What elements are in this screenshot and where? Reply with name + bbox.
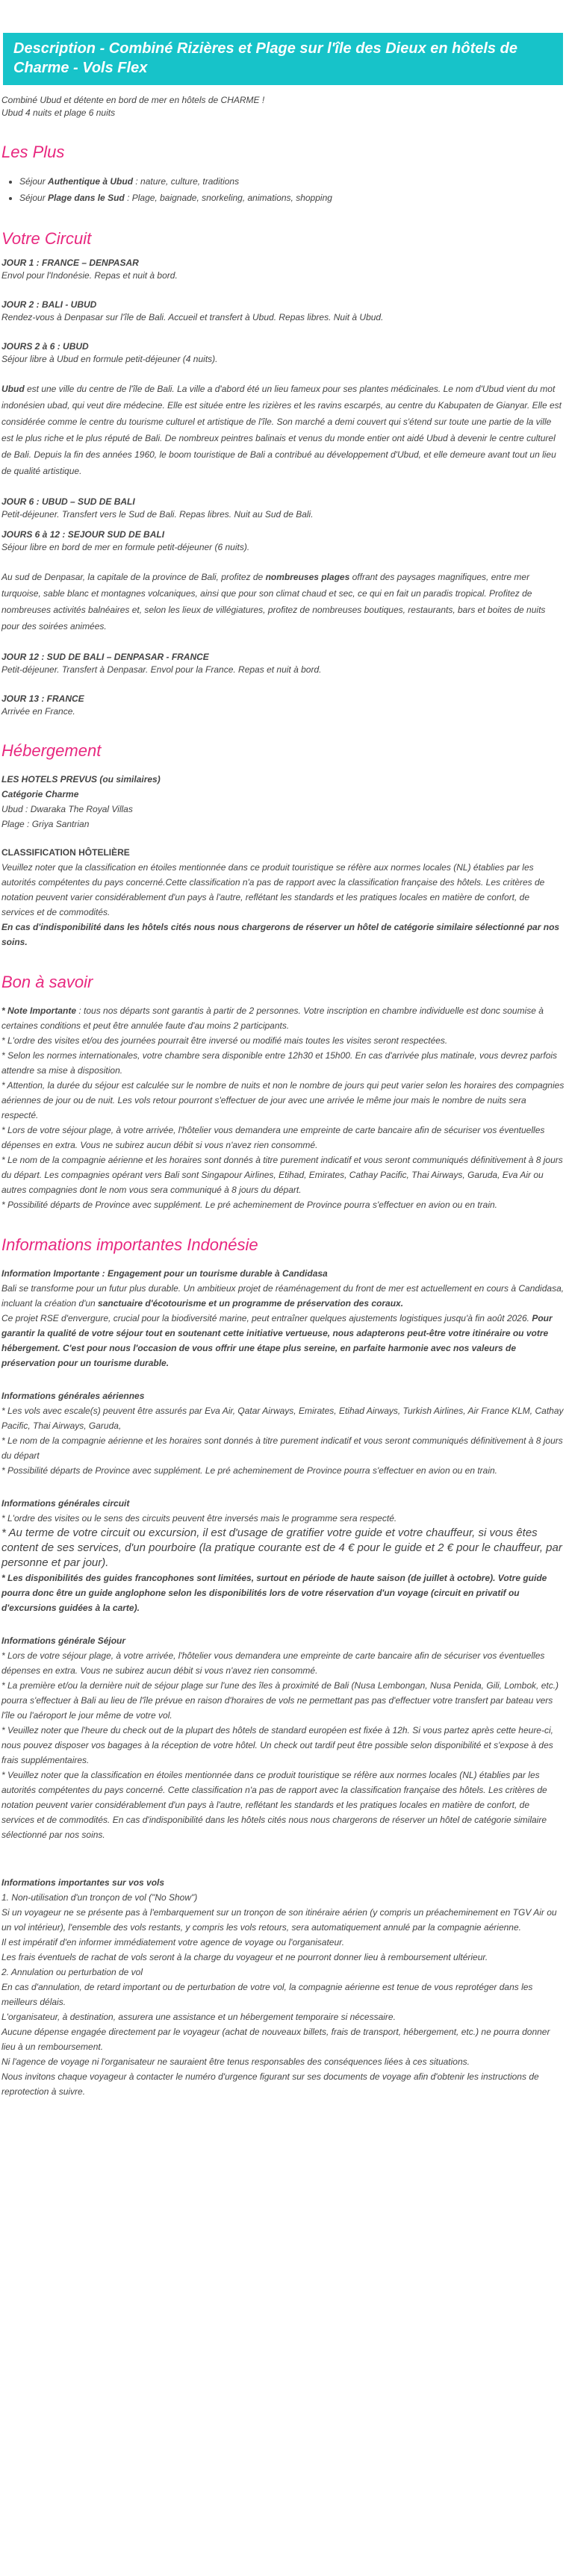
item-bold: Authentique à Ubud <box>48 176 134 187</box>
info-line: * L'ordre des visites ou le sens des circuits peuvent être inversés mais le programme sera respecté. <box>1 1513 397 1524</box>
classification-title: CLASSIFICATION HÔTELIÈRE <box>1 847 130 858</box>
day-text: Séjour libre en bord de mer en formule petit-déjeuner (6 nuits). <box>1 542 250 552</box>
info-line: * Veuillez noter que l'heure du check out de la plupart des hôtels de standard européen est fixée à 12h. Si vous partez après cette heure-ci, nous pouvez disposer vos bagages à la réception de votre hôtel. Un check out tardif peut être possible selon disponibilité et s'expose à des frais supplémentaires. <box>1 1725 553 1765</box>
sejour-info-block <box>1 1633 565 1842</box>
section-heading: Bon à savoir <box>1 973 93 991</box>
engage-a: Bali se transforme pour un futur plus durable. Un ambitieux projet de réaménagement du front de mer est actuellement en cours à Candidasa, incluant la création d'un <box>1 1283 565 1309</box>
intro-line: Ubud 4 nuits et plage 6 nuits <box>1 107 116 118</box>
sud-description <box>1 569 565 634</box>
day-block <box>1 651 565 676</box>
guides-note: * Les disponibilités des guides francophones sont limitées, surtout en période de haute saison (de juillet à octobre). Votre guide pourra donc être un guide anglophone selon les disponibilités lors de votre réservation d'un voyage (circuit en privatif ou d'excursions guidées à la carte). <box>1 1573 547 1613</box>
bon-a-savoir-block <box>1 1003 565 1212</box>
title-banner <box>3 33 563 85</box>
sud-c: offrant des paysages magnifiques, entre mer turquoise, sable blanc et montagnes volcaniques, ainsi que pour son climat chaud et sec, ce qui en fait un paradis tropical. Profitez de nombreuses activités balnéaires et, selon les lieux de villégiatures, profitez de nombreuses boutiques, restaurants, bars et boites de nuits pour des soirées animées. <box>1 572 546 631</box>
ubud-description <box>1 381 565 479</box>
day-block <box>1 496 565 521</box>
info-line: * Le nom de la compagnie aérienne et les horaires sont donnés à titre purement indicatif et vous seront communiqués définitivement à 8 jours du départ <box>1 1435 563 1461</box>
engagement-text <box>1 1281 565 1311</box>
info-line: * Attention, la durée du séjour est calculée sur le nombre de nuits et non le nombre de jours qui peut varier selon les horaires des compagnies aériennes de jour ou de nuit. Les vols retour pourront s'effectuer de jour avec une arrivée le même jour mais le nombre de nuits sera respecté. <box>1 1080 565 1120</box>
classification-block <box>1 845 565 949</box>
day-block <box>1 693 565 718</box>
list-item <box>19 173 565 190</box>
day-title: JOUR 13 : FRANCE <box>1 693 84 704</box>
day-title: JOUR 6 : UBUD – SUD DE BALI <box>1 496 135 507</box>
note-importante <box>1 1003 565 1033</box>
classification-text: Veuillez noter que la classification en étoiles mentionnée dans ce produit touristique se réfère aux normes locales (NL) établies par les autorités compétentes du pays concerné.Cette classification n'a pas de rapport avec la classification française des hôtels. Les critères de notation peuvent varier considérablement d'un pays à l'autre, reflétant les standards et les pratiques locales en matière de confort, de services et de commodités. <box>1 862 545 917</box>
day-block <box>1 257 565 282</box>
hotel-ubud: Ubud : Dwaraka The Royal Villas <box>1 804 133 814</box>
classification-bold: En cas d'indisponibilité dans les hôtels cités nous nous chargerons de réserver un hôtel de catégorie similaire sélectionné par nos soins. <box>1 922 560 947</box>
info-line: * Possibilité départs de Province avec supplément. Le pré acheminement de Province pourra s'effectuer en avion ou en train. <box>1 1465 498 1476</box>
info-line: Il est impératif d'en informer immédiatement votre agence de voyage ou l'organisateur. <box>1 1937 345 1947</box>
plus-list <box>1 173 565 206</box>
item-rest: : Plage, baignade, snorkeling, animations, shopping <box>124 193 332 203</box>
circuit-info-block <box>1 1496 565 1615</box>
item-prefix: Séjour <box>19 193 49 203</box>
section-hebergement <box>1 740 565 949</box>
section-infos-indonesie <box>1 1235 565 2099</box>
ubud-lead: Ubud <box>1 384 25 394</box>
page-title: Description - Combiné Rizières et Plage sur l'île des Dieux en hôtels de Charme - Vols Flex <box>13 40 517 76</box>
info-line: * Possibilité départs de Province avec supplément. Le pré acheminement de Province pourra s'effectuer en avion ou en train. <box>1 1200 498 1210</box>
hotels-title: LES HOTELS PREVUS (ou similaires) <box>1 774 161 785</box>
section-les-plus <box>1 142 565 206</box>
info-line: * Le nom de la compagnie aérienne et les horaires sont donnés à titre purement indicatif et vous seront communiqués définitivement à 8 jours du départ. Les compagnies opérant vers Bali sont Singapour Airlines, Etihad, Emirates, Cathay Pacific, Thai Airways, Garuda, Eva Air ou autres compagnies dont le nom vous sera communiqué à 8 jours du départ. <box>1 1155 563 1195</box>
pourboire-note: * Au terme de votre circuit ou excursion, il est d'usage de gratifier votre guide et votre chauffeur, si vous êtes content de ses services, d'un pourboire (la pratique courante est de 4 € pour le guide et 2 € pour le chauffeur, par personne et par jour). <box>1 1526 562 1569</box>
day-text: Rendez-vous à Denpasar sur l'île de Bali. Accueil et transfert à Ubud. Repas libres. Nuit à Ubud. <box>1 312 384 322</box>
note-bold: * Note Importante <box>1 1005 77 1016</box>
day-title: JOURS 2 à 6 : UBUD <box>1 341 89 352</box>
aeriennes-block <box>1 1388 565 1478</box>
list-item <box>19 190 565 206</box>
sud-b: nombreuses plages <box>265 572 350 582</box>
info-line: Les frais éventuels de rachat de vols seront à la charge du voyageur et ne pourront donner lieu à remboursement ultérieur. <box>1 1952 488 1962</box>
section-bon-a-savoir <box>1 972 565 1212</box>
day-title: JOURS 6 à 12 : SEJOUR SUD DE BALI <box>1 529 165 540</box>
day-text: Séjour libre à Ubud en formule petit-déjeuner (4 nuits). <box>1 354 218 364</box>
engage-d: Pour garantir la qualité de votre séjour tout en soutenant cette initiative vertueuse, nous adapterons peut-être votre itinéraire ou votre hébergement. C'est pour nous l'occasion de vous offrir une étape plus sereine, en parfaite harmonie avec nos valeurs de préservation pour un tourisme durable. <box>1 1313 553 1368</box>
item-bold: Plage dans le Sud <box>48 193 125 203</box>
day-block <box>1 299 565 324</box>
hotels-block <box>1 772 565 832</box>
section-circuit <box>1 228 565 718</box>
day-title: JOUR 2 : BALI - UBUD <box>1 299 97 310</box>
aeriennes-title: Informations générales aériennes <box>1 1391 145 1401</box>
engage-c: Ce projet RSE d'envergure, crucial pour la biodiversité marine, peut entraîner quelques ajustements logistiques jusqu'à fin août 2026. <box>1 1313 532 1323</box>
hotels-category: Catégorie Charme <box>1 789 79 799</box>
day-title: JOUR 12 : SUD DE BALI – DENPASAR - FRANCE <box>1 652 209 662</box>
day-block <box>1 528 565 554</box>
sejour-info-title: Informations générale Séjour <box>1 1635 126 1646</box>
day-text: Envol pour l'Indonésie. Repas et nuit à bord. <box>1 270 178 281</box>
hotel-plage: Plage : Griya Santrian <box>1 819 90 829</box>
info-line: * Lors de votre séjour plage, à votre arrivée, l'hôtelier vous demandera une empreinte de carte bancaire afin de sécuriser vos éventuelles dépenses en extra. Vous ne subirez aucun débit si vous n'avez rien consommé. <box>1 1125 545 1150</box>
info-line: * Lors de votre séjour plage, à votre arrivée, l'hôtelier vous demandera une empreinte de carte bancaire afin de sécuriser vos éventuelles dépenses en extra. Vous ne subirez aucun débit si vous n'avez rien consommé. <box>1 1650 545 1676</box>
day-text: Arrivée en France. <box>1 706 75 717</box>
section-heading: Hébergement <box>1 741 102 760</box>
engage-b: sanctuaire d'écotourisme et un programme de préservation des coraux. <box>98 1298 404 1309</box>
info-line: 1. Non-utilisation d'un tronçon de vol ("No Show") <box>1 1892 198 1903</box>
info-line: * La première et/ou la dernière nuit de séjour plage sur l'une des îles à proximité de Bali (Nusa Lembongan, Nusa Penida, Gili, Lombok, etc.) pourra s'effectuer à Bali au lieu de l'île prévue en raison d'horaires de vols ne permettant pas pas d'effectuer votre transfert par bateau vers l'île ou l'aéroport le jour même de votre vol. <box>1 1680 559 1721</box>
info-line: Aucune dépense engagée directement par le voyageur (achat de nouveaux billets, frais de transport, hébergement, etc.) ne pourra donner lieu à un remboursement. <box>1 2027 550 2052</box>
info-line: * Les vols avec escale(s) peuvent être assurés par Eva Air, Qatar Airways, Emirates, Etihad Airways, Turkish Airlines, Air France KLM, Cathay Pacific, Thai Airways, Garuda, <box>1 1406 564 1431</box>
day-text: Petit-déjeuner. Transfert vers le Sud de Bali. Repas libres. Nuit au Sud de Bali. <box>1 509 314 520</box>
ubud-text: est une ville du centre de l'île de Bali. La ville a d'abord été un lieu fameux pour ses plantes médicinales. Le nom d'Ubud vient du mot indonésien ubad, qui veut dire médecine. Elle est située entre les rizières et les ravins escarpés, au centre du Kabupaten de Gianyar. Elle est considérée comme le centre du tourisme culturel et artistique de l'île. Son marché a demi couvert qui s'étend sur toute une partie de la ville est le plus riche et le plus réputé de Bali. De nombreux peintres balinais et venus du monde entier ont aidé Ubud à devenir le centre culturel de Bali. Depuis la fin des années 1960, le boom touristique de Bali a contribué au développement d'Ubud, et elle demeure avant tout un lieu de qualité artistique. <box>1 384 562 476</box>
page <box>0 33 566 2099</box>
item-rest: : nature, culture, traditions <box>133 176 240 187</box>
section-heading: Votre Circuit <box>1 229 92 248</box>
info-line: En cas d'annulation, de retard important ou de perturbation de votre vol, la compagnie aérienne est tenue de vous reprotéger dans les meilleurs délais. <box>1 1982 533 2007</box>
vols-info-block <box>1 1875 565 2099</box>
info-line: Si un voyageur ne se présente pas à l'embarquement sur un tronçon de son itinéraire aérien (y compris un préacheminement en TGV Air ou un vol intérieur), l'ensemble des vols restants, y compris les vols retours, sera automatiquement annulé par la compagnie aérienne. <box>1 1907 557 1933</box>
info-line: Nous invitons chaque voyageur à contacter le numéro d'urgence figurant sur ses documents de voyage afin d'obtenir les instructions de reprotection à suivre. <box>1 2071 539 2097</box>
note-text: : tous nos départs sont garantis à partir de 2 personnes. Votre inscription en chambre individuelle est donc soumise à certaines conditions et peut être annulée faute d'au moins 2 participants. <box>1 1005 544 1031</box>
main-content <box>0 94 566 2099</box>
item-prefix: Séjour <box>19 176 49 187</box>
engagement-text-2 <box>1 1311 565 1370</box>
day-block <box>1 340 565 366</box>
vols-info-title: Informations importantes sur vos vols <box>1 1877 165 1888</box>
day-text: Petit-déjeuner. Transfert à Denpasar. Envol pour la France. Repas et nuit à bord. <box>1 664 322 675</box>
info-line: 2. Annulation ou perturbation de vol <box>1 1967 143 1977</box>
engagement-title: Information Importante : Engagement pour un tourisme durable à Candidasa <box>1 1268 328 1279</box>
info-line: * Veuillez noter que la classification en étoiles mentionnée dans ce produit touristique se réfère aux normes locales (NL) établies par les autorités compétentes du pays concerné. Cette classification n'a pas de rapport avec la classification française des hôtels. Les critères de notation peuvent varier considérablement d'un pays à l'autre, reflétant les standards et les pratiques locales en matière de confort, de services et de commodités. En cas d'indisponibilité dans les hôtels cités nous nous chargerons de réserver un hôtel de catégorie similaire sélectionné par nos soins. <box>1 1770 547 1840</box>
day-title: JOUR 1 : FRANCE – DENPASAR <box>1 258 139 268</box>
info-line: * Selon les normes internationales, votre chambre sera disponible entre 12h30 et 15h00. En cas d'arrivée plus matinale, vous devrez parfois attendre sa mise à disposition. <box>1 1050 558 1076</box>
info-line: Ni l'agence de voyage ni l'organisateur ne sauraient être tenus responsables des conséquences liées à ces situations. <box>1 2056 470 2067</box>
info-line: * L'ordre des visites et/ou des journées pourrait être inversé ou modifié mais toutes les visites seront respectées. <box>1 1035 448 1046</box>
info-line: L'organisateur, à destination, assurera une assistance et un hébergement temporaire si nécessaire. <box>1 2012 396 2022</box>
sud-a: Au sud de Denpasar, la capitale de la province de Bali, profitez de <box>1 572 266 582</box>
section-heading: Les Plus <box>1 143 65 161</box>
section-heading: Informations importantes Indonésie <box>1 1235 258 1254</box>
engagement-block <box>1 1266 565 1370</box>
intro-line: Combiné Ubud et détente en bord de mer en hôtels de CHARME ! <box>1 95 265 105</box>
circuit-info-title: Informations générales circuit <box>1 1498 130 1509</box>
